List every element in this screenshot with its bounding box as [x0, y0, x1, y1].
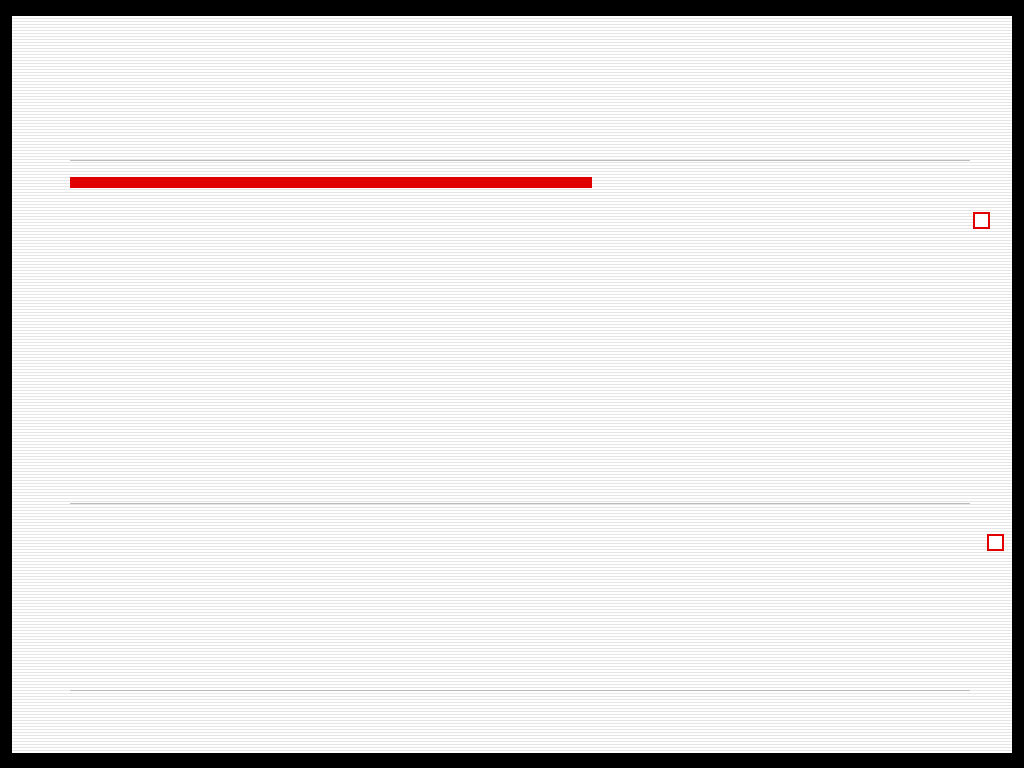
hollow-square-bullet-icon: [987, 534, 1004, 551]
title-accent-bar: [70, 177, 592, 188]
bullet-item-1: [73, 200, 990, 229]
title-divider-line: [70, 160, 970, 161]
bullet-divider-line: [70, 503, 970, 504]
bottom-divider-line: [70, 690, 970, 691]
top-dot-border: [0, 0, 1024, 16]
left-dot-border: [0, 0, 12, 768]
hollow-square-bullet-icon: [973, 212, 990, 229]
slide-canvas: [12, 16, 1012, 753]
bullet-item-2: [66, 522, 1004, 551]
right-dot-border: [1012, 0, 1024, 768]
bottom-dot-border: [0, 752, 1024, 768]
